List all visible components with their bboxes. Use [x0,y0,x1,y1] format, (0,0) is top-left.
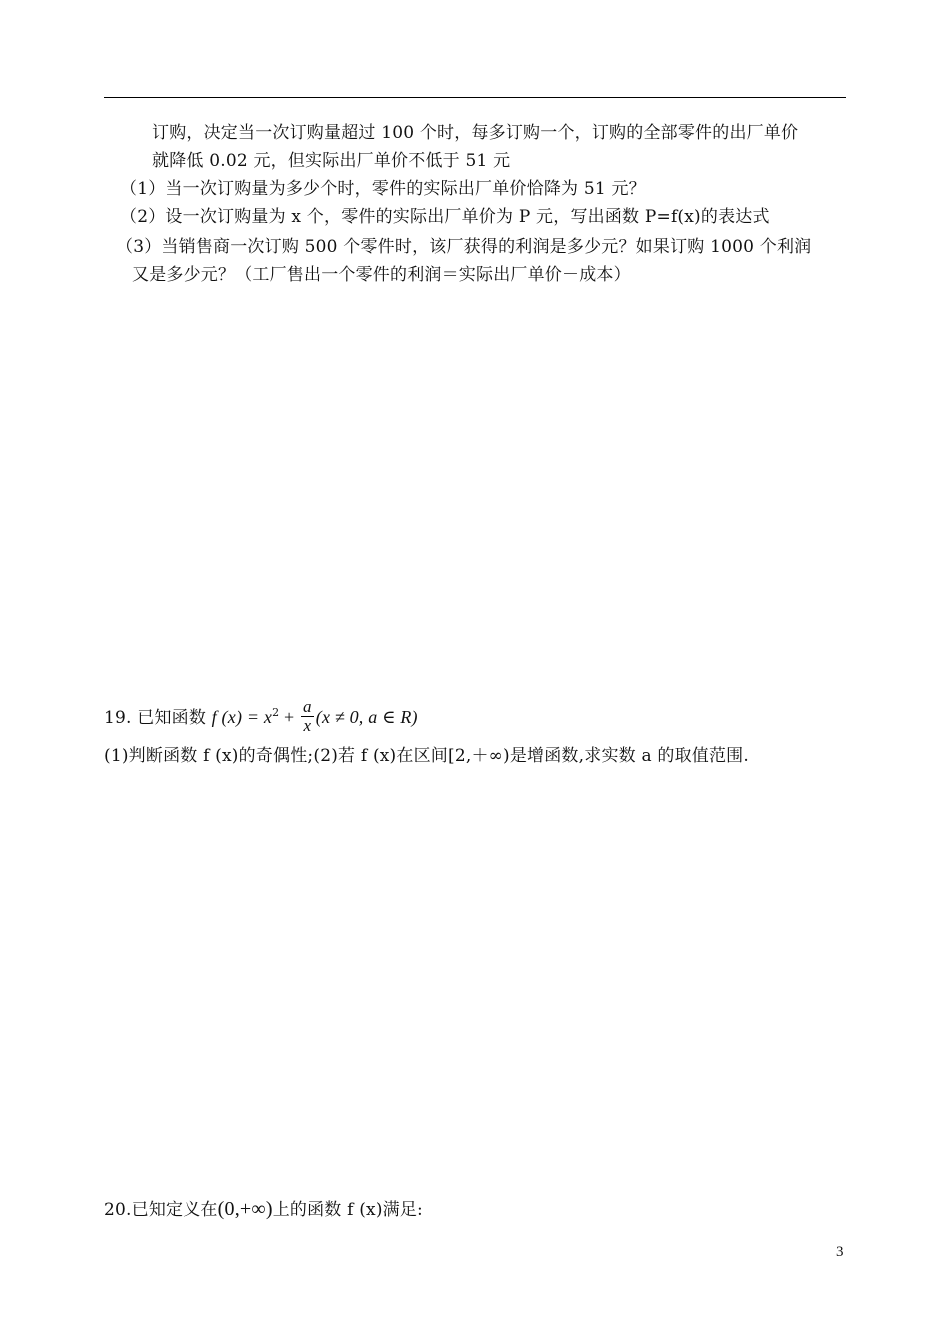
problem19-questions: (1)判断函数 f (x)的奇偶性;(2)若 f (x)在区间[2,＋∞)是增函数,求实数 a 的取值范围. [104,746,749,766]
problem20-text-a: 20.已知定义在 [104,1200,218,1220]
problem19-condition: (x ≠ 0, a ∈ R) [315,707,418,727]
problem18-question3-line2: 又是多少元？（工厂售出一个零件的利润＝实际出厂单价－成本） [132,265,631,285]
problem20-interval: (0,+∞) [217,1198,273,1220]
fraction-numerator: a [303,697,312,716]
problem19-statement [104,697,418,737]
problem19-plus: + [279,707,300,727]
problem19-prefix: 19. 已知函数 [104,708,207,728]
problem18-question1: （1）当一次订购量为多少个时，零件的实际出厂单价恰降为 51 元？ [120,179,646,199]
header-rule [104,97,846,98]
problem19-exponent: 2 [272,706,280,719]
page-number: 3 [836,1244,844,1260]
problem18-line1: 订购，决定当一次订购量超过 100 个时，每多订购一个，订购的全部零件的出厂单价 [152,123,799,143]
problem18-line2: 就降低 0.02 元，但实际出厂单价不低于 51 元 [152,151,511,171]
problem18-question3-line1: （3）当销售商一次订购 500 个零件时，该厂获得的利润是多少元？如果订购 1000 个利润 [116,237,812,257]
problem18-question2: （2）设一次订购量为 x 个，零件的实际出厂单价为 P 元，写出函数 P=f(x)的表达式 [120,207,770,227]
problem20-statement [104,1197,423,1222]
problem19-fraction [301,698,314,735]
problem19-function: f (x) = x [211,707,273,727]
problem20-text-b: 上的函数 f (x)满足: [272,1200,423,1220]
fraction-denominator: x [303,716,312,735]
